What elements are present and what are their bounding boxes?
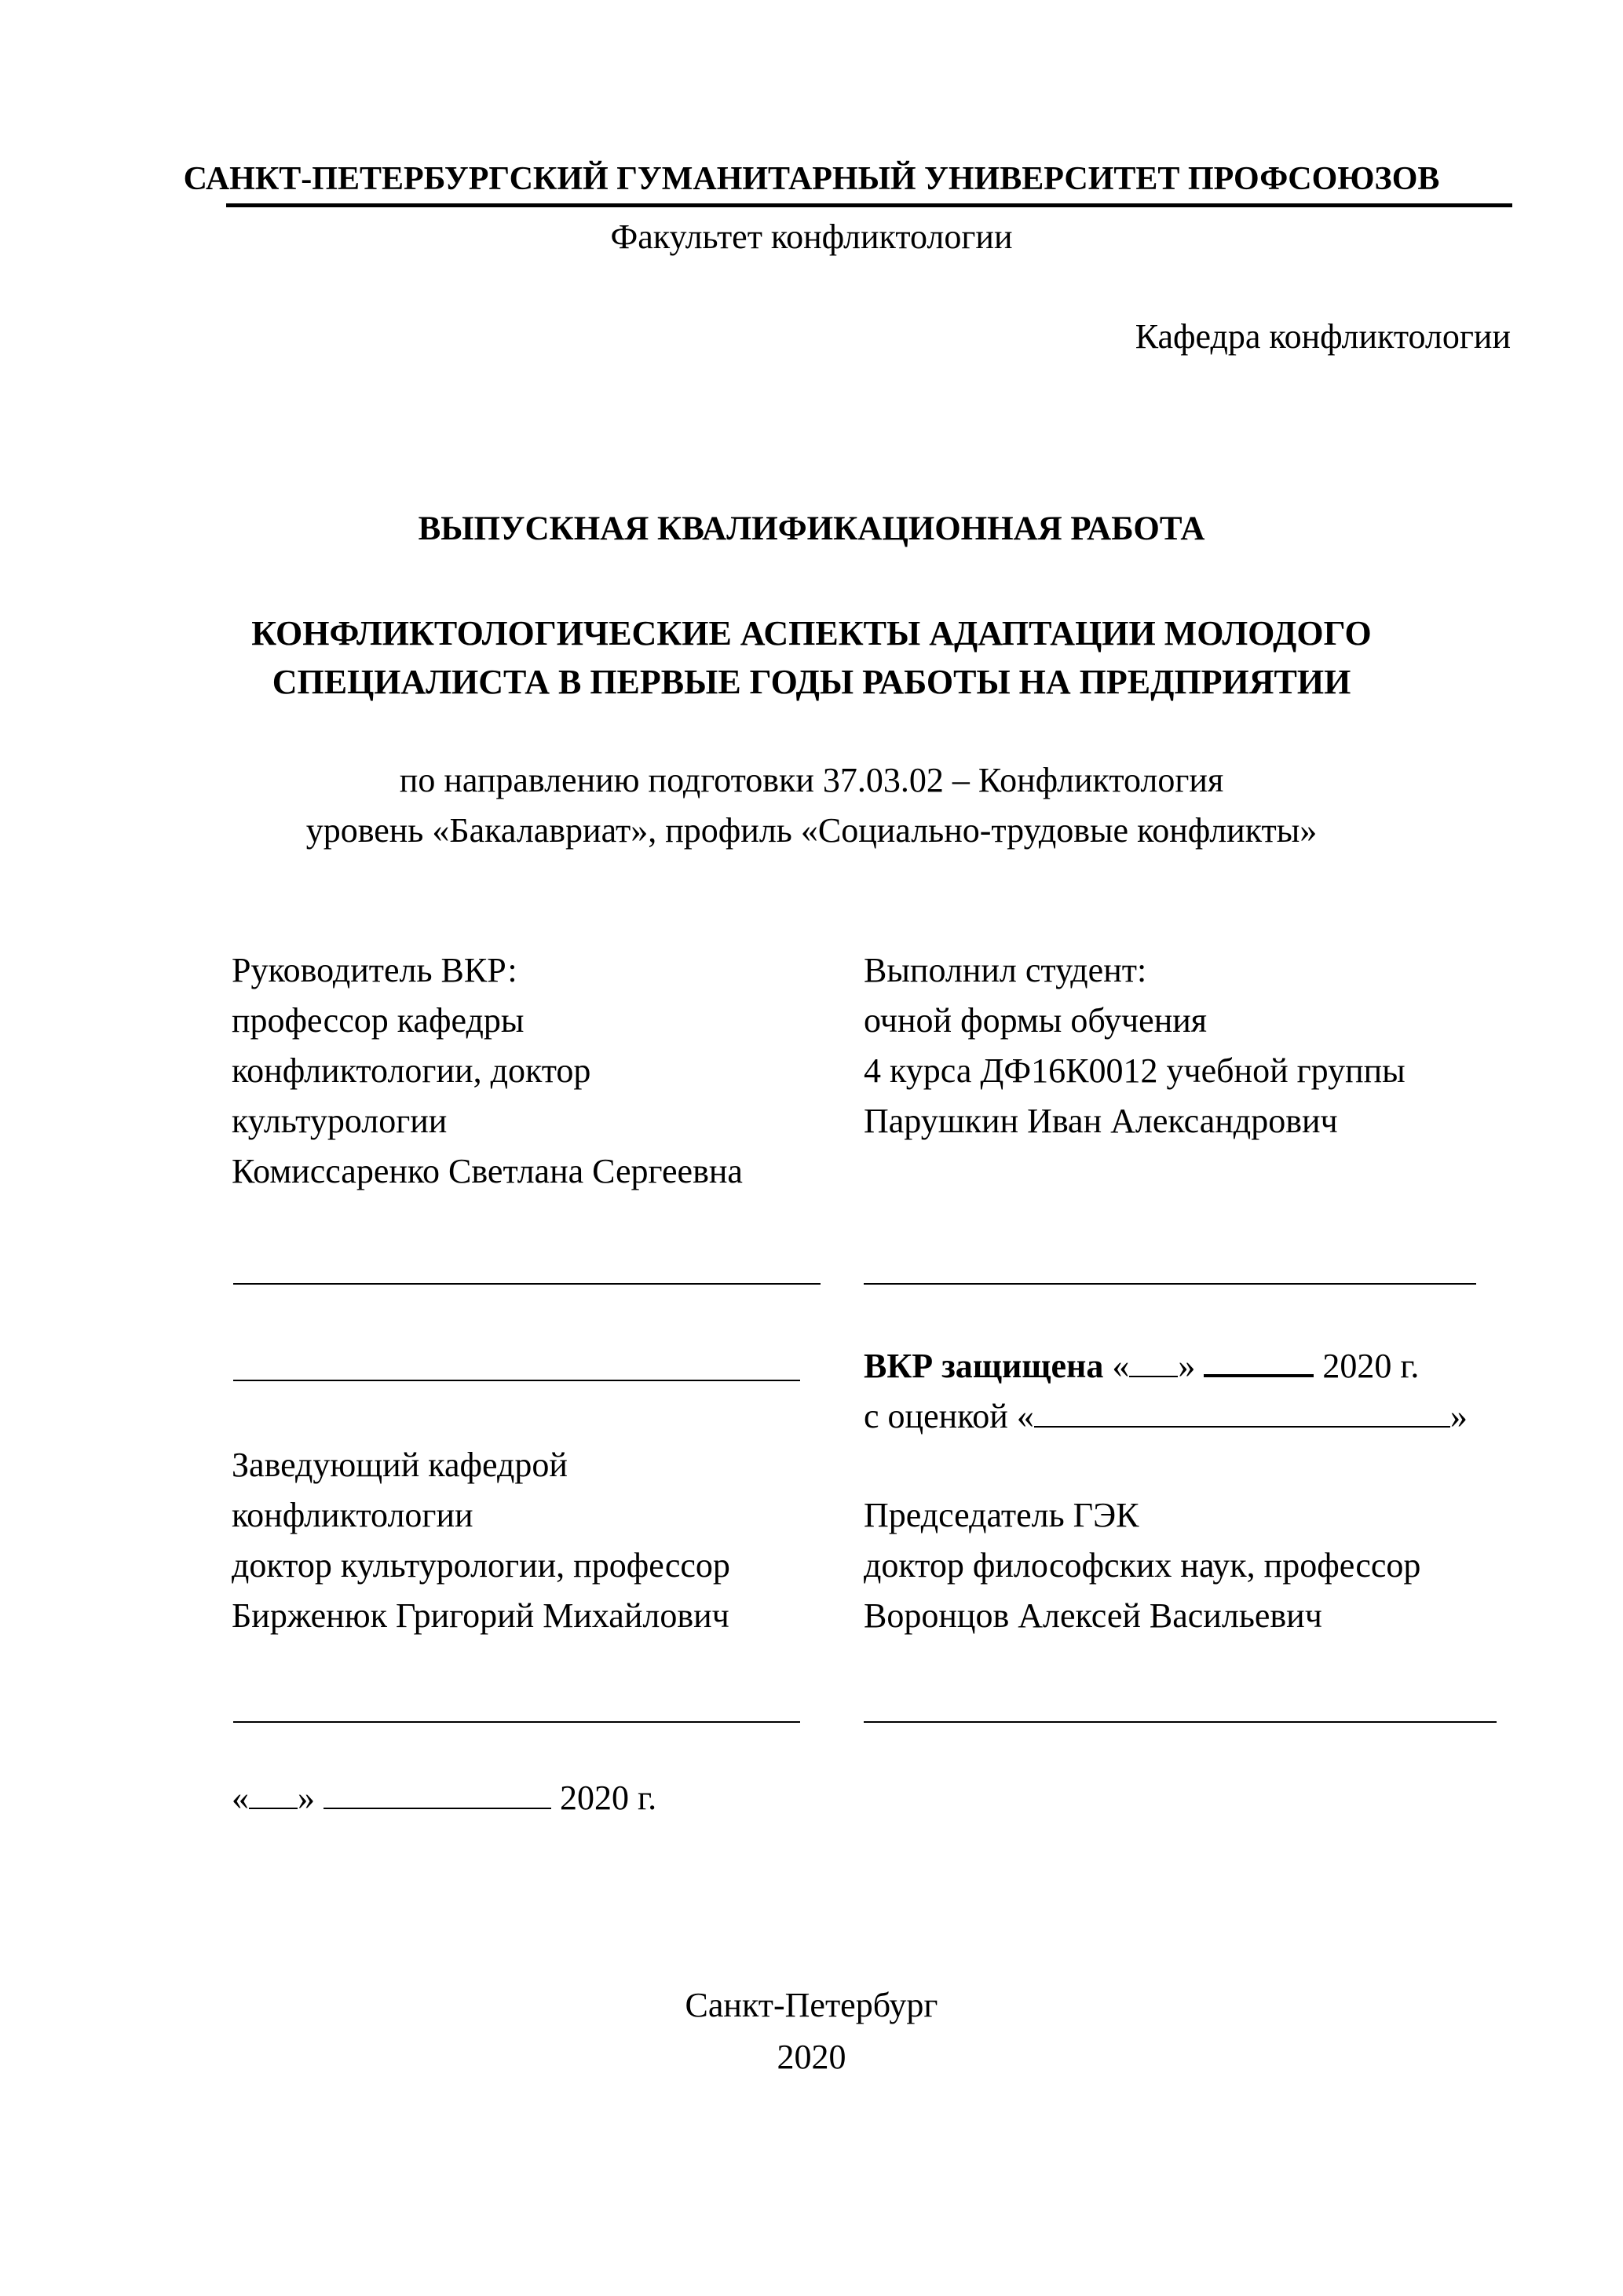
department-name: Кафедра конфликтологии: [1135, 317, 1511, 356]
gek-chair-label: Председатель ГЭК: [864, 1496, 1139, 1534]
head-position-2: доктор культурологии, профессор: [232, 1546, 730, 1585]
supervisor-position-2: конфликтологии, доктор: [232, 1051, 591, 1090]
gek-chair-block: [864, 1490, 1420, 1641]
student-signature-line[interactable]: [864, 1283, 1476, 1285]
footer: [0, 1980, 1623, 2083]
date-open-quote: «: [232, 1779, 249, 1817]
date-month-field[interactable]: [324, 1776, 551, 1809]
study-direction: [0, 755, 1623, 856]
defense-year: 2020 г.: [1322, 1347, 1420, 1385]
direction-line-1: по направлению подготовки 37.03.02 – Конфликтология: [399, 761, 1224, 799]
footer-city: Санкт-Петербург: [685, 1986, 938, 2024]
defense-date-row: [864, 1343, 1419, 1386]
extra-signature-line[interactable]: [233, 1380, 800, 1381]
defense-close-quote: »: [1178, 1347, 1196, 1385]
date-day-field[interactable]: [249, 1776, 298, 1809]
head-position-1: конфликтологии: [232, 1496, 473, 1534]
defense-open-quote: «: [1112, 1347, 1130, 1385]
defense-label: ВКР защищена: [864, 1347, 1104, 1385]
gek-chair-name: Воронцов Алексей Васильевич: [864, 1596, 1322, 1635]
student-label: Выполнил студент:: [864, 951, 1147, 989]
defense-day-field[interactable]: [1129, 1344, 1178, 1377]
supervisor-signature-line[interactable]: [233, 1283, 821, 1285]
grade-prefix: с оценкой «: [864, 1397, 1034, 1435]
thesis-topic: [0, 609, 1623, 707]
thesis-topic-line-1: КОНФЛИКТОЛОГИЧЕСКИЕ АСПЕКТЫ АДАПТАЦИИ МОЛОДОГО: [251, 614, 1372, 653]
student-block: [864, 945, 1406, 1146]
head-name: Бирженюк Григорий Михайлович: [232, 1596, 729, 1635]
head-signature-line[interactable]: [233, 1721, 800, 1723]
work-type-title: ВЫПУСКНАЯ КВАЛИФИКАЦИОННАЯ РАБОТА: [418, 510, 1205, 547]
head-of-department-block: [232, 1440, 730, 1641]
grade-field[interactable]: [1034, 1395, 1450, 1428]
header-rule: [226, 203, 1512, 207]
university-title: САНКТ-ПЕТЕРБУРГСКИЙ ГУМАНИТАРНЫЙ УНИВЕРСИТЕТ ПРОФСОЮЗОВ: [183, 161, 1440, 197]
student-name: Парушкин Иван Александрович: [864, 1102, 1338, 1140]
date-close-quote: »: [298, 1779, 315, 1817]
student-study-form: очной формы обучения: [864, 1001, 1208, 1040]
date-year: 2020 г.: [560, 1779, 657, 1817]
supervisor-name: Комиссаренко Светлана Сергеевна: [232, 1152, 743, 1190]
supervisor-position-3: культурологии: [232, 1102, 448, 1140]
student-group: 4 курса ДФ16К0012 учебной группы: [864, 1051, 1406, 1090]
defense-grade-row: [864, 1395, 1468, 1436]
signature-date-row: [232, 1776, 656, 1818]
thesis-topic-line-2: СПЕЦИАЛИСТА В ПЕРВЫЕ ГОДЫ РАБОТЫ НА ПРЕДПРИЯТИИ: [272, 663, 1351, 701]
faculty-name: Факультет конфликтологии: [610, 218, 1013, 256]
supervisor-position-1: профессор кафедры: [232, 1001, 525, 1040]
defense-month-field[interactable]: [1204, 1343, 1314, 1377]
footer-year: 2020: [777, 2038, 846, 2076]
gek-chair-position: доктор философских наук, профессор: [864, 1546, 1421, 1585]
grade-suffix: »: [1449, 1397, 1468, 1435]
direction-line-2: уровень «Бакалавриат», профиль «Социально-трудовые конфликты»: [305, 811, 1318, 850]
supervisor-block: [232, 945, 743, 1197]
head-label: Заведующий кафедрой: [232, 1446, 568, 1484]
supervisor-label: Руководитель ВКР:: [232, 951, 517, 989]
gek-chair-signature-line[interactable]: [864, 1721, 1497, 1723]
